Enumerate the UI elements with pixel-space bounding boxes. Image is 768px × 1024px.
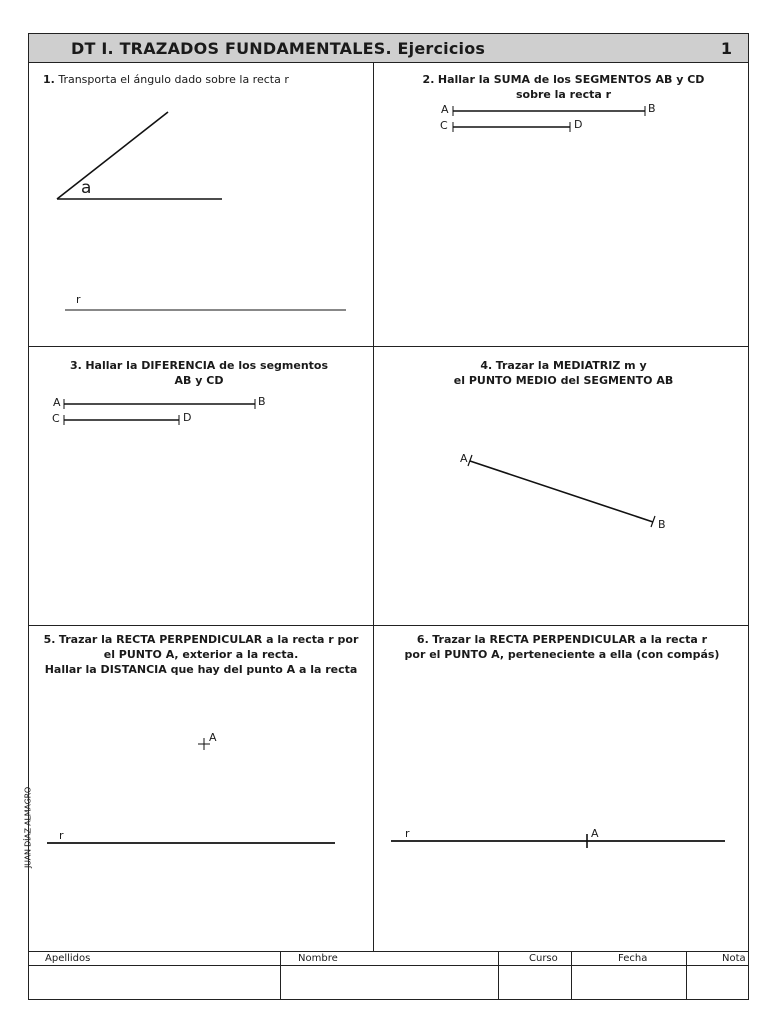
exercise-6-text-line2: por el PUNTO A, perteneciente a ella (con compás) xyxy=(404,648,720,661)
exercise-2-text-line1: Hallar la SUMA de los SEGMENTOS AB y CD xyxy=(437,73,705,86)
curso-field[interactable] xyxy=(499,966,570,1000)
point-b-label-ex2: B xyxy=(648,102,656,115)
exercise-3-text-line1: Hallar la DIFERENCIA de los segmentos xyxy=(85,359,329,372)
point-a-label-ex4: A xyxy=(460,452,468,465)
angle-label: a xyxy=(81,178,92,198)
exercise-5-number: 5. xyxy=(43,633,56,646)
exercise-6-text-line1: Trazar la RECTA PERPENDICULAR a la recta r xyxy=(432,633,708,646)
nombre-field[interactable] xyxy=(281,966,497,1000)
apellidos-label: Apellidos xyxy=(45,953,91,964)
angle-ray-upper xyxy=(57,112,168,199)
exercise-5-text-line2: el PUNTO A, exterior a la recta. xyxy=(103,648,299,661)
line-label-ex1: r xyxy=(76,293,81,306)
worksheet xyxy=(28,33,749,1000)
exercise-6-number: 6. xyxy=(416,633,429,646)
exercise-drawings xyxy=(29,34,750,1001)
point-c-label-ex2: C xyxy=(440,119,448,132)
point-d-label-ex3: D xyxy=(183,411,192,424)
page-number: 1 xyxy=(720,39,732,58)
exercise-3-text-line2: AB y CD xyxy=(174,374,224,387)
point-a-label-ex2: A xyxy=(441,103,449,116)
nombre-label: Nombre xyxy=(298,953,338,964)
exercise-1-number: 1. xyxy=(43,73,55,86)
page-title: DT I. TRAZADOS FUNDAMENTALES. Ejercicios xyxy=(71,39,486,58)
fecha-label: Fecha xyxy=(618,953,648,964)
exercise-2-number: 2. xyxy=(422,73,435,86)
nota-label: Nota xyxy=(722,953,746,964)
segment-ab-ex4 xyxy=(470,461,653,522)
author-credit-text: JUAN DÍAZ ALMAGRO xyxy=(23,786,33,869)
line-label-ex6: r xyxy=(405,827,410,840)
point-b-label-ex4: B xyxy=(658,518,666,531)
exercise-2-text-line2: sobre la recta r xyxy=(515,88,612,101)
student-info-table xyxy=(29,951,748,1000)
point-a-label-ex3: A xyxy=(53,396,61,409)
exercise-5-text-line1: Trazar la RECTA PERPENDICULAR a la recta r por xyxy=(58,633,359,646)
point-c-label-ex3: C xyxy=(52,412,60,425)
fecha-field[interactable] xyxy=(572,966,685,1000)
exercise-4-text-line2: el PUNTO MEDIO del SEGMENTO AB xyxy=(453,374,674,387)
exercise-5-text-line3: Hallar la DISTANCIA que hay del punto A a la recta xyxy=(44,663,358,676)
point-d-label-ex2: D xyxy=(574,118,583,131)
curso-label: Curso xyxy=(529,953,558,964)
nota-field[interactable] xyxy=(687,966,749,1000)
point-a-label-ex6: A xyxy=(591,827,599,840)
exercise-4-text-line1: Trazar la MEDIATRIZ m y xyxy=(495,359,647,372)
exercise-1-text: Transporta el ángulo dado sobre la recta r xyxy=(58,73,289,86)
apellidos-field[interactable] xyxy=(29,966,279,1000)
exercise-4-number: 4. xyxy=(480,359,493,372)
point-a-label-ex5: A xyxy=(209,731,217,744)
line-label-ex5: r xyxy=(59,829,64,842)
point-b-label-ex3: B xyxy=(258,395,266,408)
exercise-3-number: 3. xyxy=(69,359,82,372)
